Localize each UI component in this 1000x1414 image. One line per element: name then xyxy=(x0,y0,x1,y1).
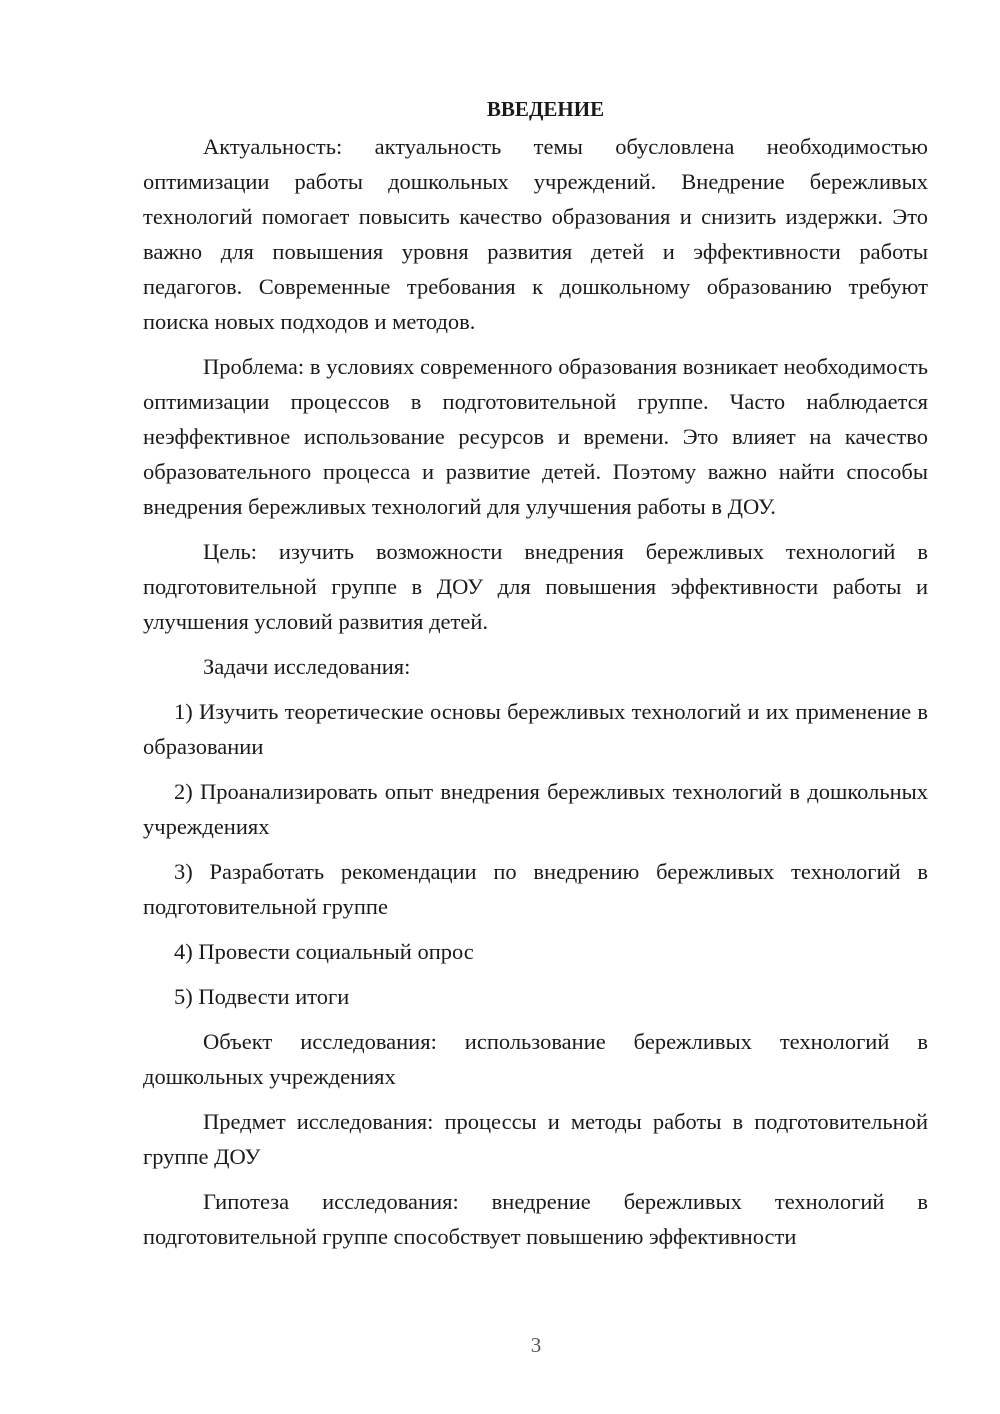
paragraph-object: Объект исследования: использование бережливых технологий в дошкольных учреждениях xyxy=(143,1029,928,1089)
page-content xyxy=(143,92,928,1264)
paragraph-goal: Цель: изучить возможности внедрения бережливых технологий в подготовительной группе в ДОУ для повышения эффективности работы и улучшения условий развития детей. xyxy=(143,539,928,634)
task-item-1: 1) Изучить теоретические основы бережливых технологий и их применение в образовании xyxy=(143,699,928,759)
task-item-2: 2) Проанализировать опыт внедрения бережливых технологий в дошкольных учреждениях xyxy=(143,779,928,839)
page-number: 3 xyxy=(530,1333,542,1357)
paragraph-relevance: Актуальность: актуальность темы обусловлена необходимостью оптимизации работы дошкольных учреждений. Внедрение бережливых технологий помогает повысить качество образования и снизить издержки. Это важно для повышения уровня развития детей и эффективности работы педагогов. Современные требования к дошкольному образованию требуют поиска новых подходов и методов. xyxy=(143,134,928,334)
task-item-5: 5) Подвести итоги xyxy=(174,984,350,1009)
paragraph-subject: Предмет исследования: процессы и методы работы в подготовительной группе ДОУ xyxy=(143,1109,928,1169)
paragraph-hypothesis: Гипотеза исследования: внедрение бережливых технологий в подготовительной группе способствует повышению эффективности xyxy=(143,1189,928,1249)
task-item-4: 4) Провести социальный опрос xyxy=(174,939,474,964)
paragraph-problem: Проблема: в условиях современного образования возникает необходимость оптимизации процессов в подготовительной группе. Часто наблюдается неэффективное использование ресурсов и времени. Это влияет на качество образовательного процесса и развитие детей. Поэтому важно найти способы внедрения бережливых технологий для улучшения работы в ДОУ. xyxy=(143,354,928,519)
task-item-3: 3) Разработать рекомендации по внедрению бережливых технологий в подготовительной группе xyxy=(143,859,928,919)
page-title: ВВЕДЕНИЕ xyxy=(486,97,605,121)
tasks-heading: Задачи исследования: xyxy=(203,654,411,679)
tasks-list xyxy=(143,694,928,1014)
